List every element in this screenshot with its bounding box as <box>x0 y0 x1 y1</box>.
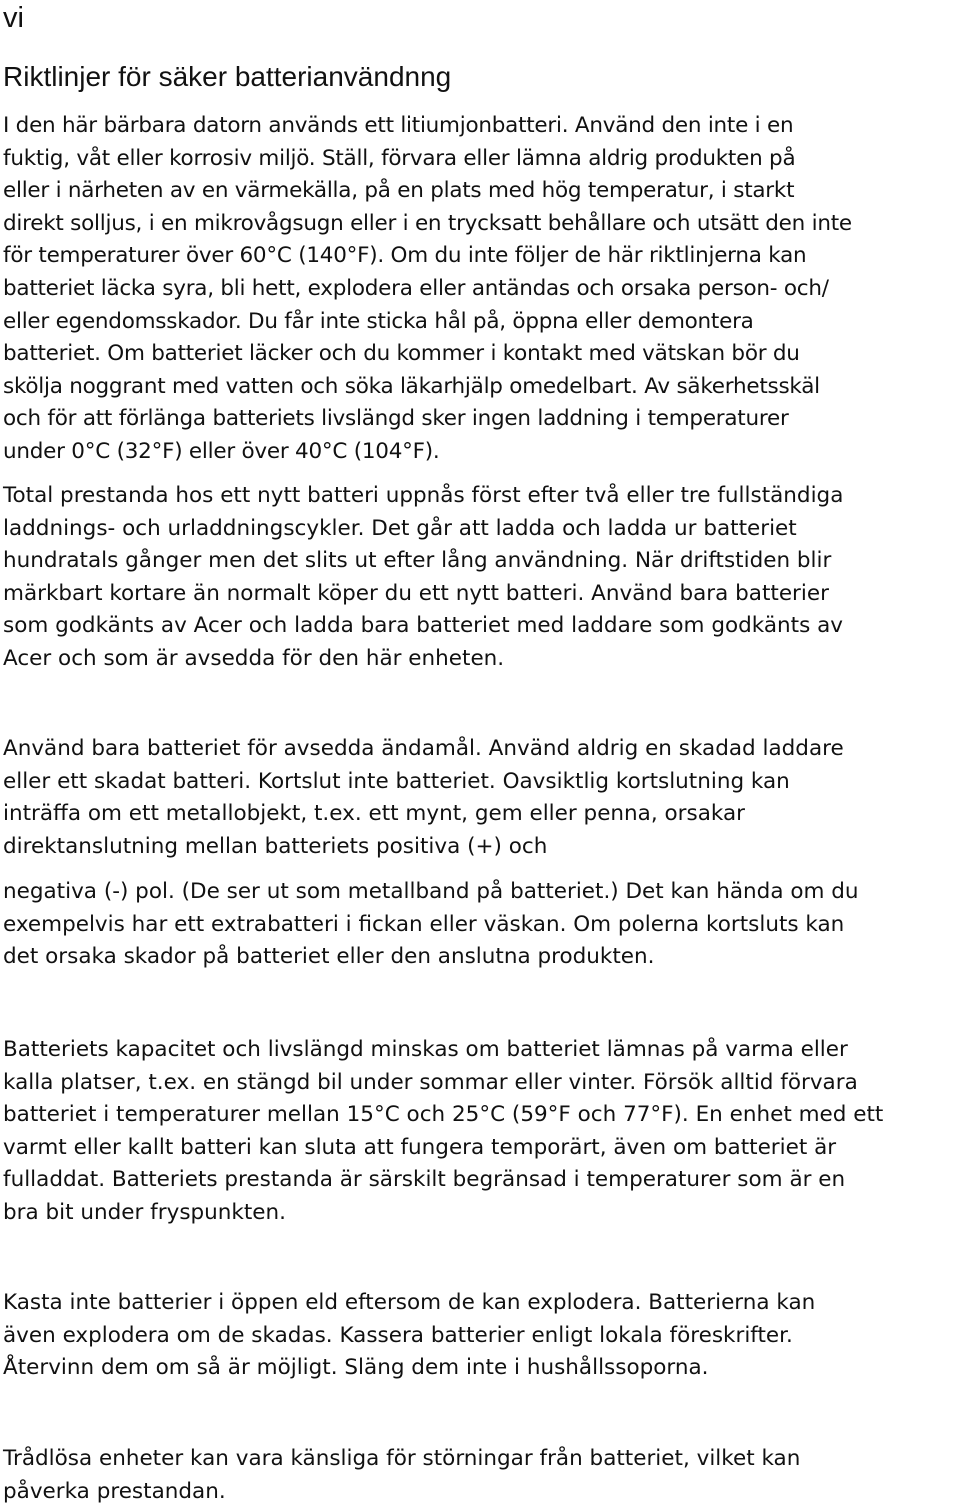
paragraph-line: laddnings- och urladdningscykler. Det går att ladda och ladda ur batteriet <box>3 515 797 541</box>
paragraph-line: Använd bara batteriet för avsedda ändamål. Använd aldrig en skadad laddare <box>3 736 844 761</box>
paragraph-line: eller egendomsskador. Du får inte sticka hål på, öppna eller demontera <box>3 308 754 334</box>
paragraph-line: även explodera om de skadas. Kassera batterier enligt lokala föreskrifter. <box>3 1322 793 1348</box>
paragraph-line: Batteriets kapacitet och livslängd minskas om batteriet lämnas på varma eller <box>3 1037 848 1062</box>
paragraph-line: märkbart kortare än normalt köper du ett nytt batteri. Använd bara batterier <box>3 580 829 606</box>
paragraph-line: varmt eller kallt batteri kan sluta att fungera temporärt, även om batteriet är <box>3 1134 837 1160</box>
paragraph-line: bra bit under fryspunkten. <box>3 1199 286 1225</box>
paragraph-line: för temperaturer över 60°C (140°F). Om du inte följer de här riktlinjerna kan <box>3 243 807 269</box>
paragraph-line: Total prestanda hos ett nytt batteri uppnås först efter två eller tre fullständiga <box>3 483 844 508</box>
paragraph-line: som godkänts av Acer och ladda bara batteriet med laddare som godkänts av <box>3 613 844 639</box>
paragraph-temperature <box>3 1034 883 1230</box>
paragraph-line: fulladdat. Batteriets prestanda är särskilt begränsad i temperaturer som är en <box>3 1167 846 1193</box>
paragraph-line: batteriet i temperaturer mellan 15°C och 25°C (59°F och 77°F). En enhet med ett <box>3 1102 884 1128</box>
paragraph-line: skölja noggrant med vatten och söka läkarhjälp omedelbart. Av säkerhetsskäl <box>3 373 820 399</box>
paragraph-line: direktanslutning mellan batteriets positiva (+) och <box>3 833 548 859</box>
paragraph-line: direkt solljus, i en mikrovågsugn eller i en trycksatt behållare och utsätt den inte <box>3 210 852 236</box>
paragraph-line: det orsaka skador på batteriet eller den anslutna produkten. <box>3 944 655 970</box>
paragraph-line: eller i närheten av en värmekälla, på en plats med hög temperatur, i starkt <box>3 178 795 204</box>
paragraph-line: batteriet läcka syra, bli hett, explodera eller antändas och orsaka person- och/ <box>3 275 829 301</box>
paragraph-line: I den här bärbara datorn används ett litiumjonbatteri. Använd den inte i en <box>3 113 794 138</box>
paragraph-line: och för att förlänga batteriets livslängd sker ingen laddning i temperaturer <box>3 406 789 432</box>
paragraph-line: Acer och som är avsedda för den här enheten. <box>3 645 505 671</box>
paragraph-line: inträffa om ett metallobjekt, t.ex. ett mynt, gem eller penna, orsakar <box>3 801 745 827</box>
paragraph-line: Kasta inte batterier i öppen eld eftersom de kan explodera. Batterierna kan <box>3 1290 816 1315</box>
paragraph-line: exempelvis har ett extrabatteri i fickan eller väskan. Om polerna kortsluts kan <box>3 911 845 937</box>
paragraph-line: batteriet. Om batteriet läcker och du kommer i kontakt med vätskan bör du <box>3 341 800 367</box>
page-number: vi <box>3 2 24 34</box>
paragraph-line: Trådlösa enheter kan vara känsliga för störningar från batteriet, vilket kan <box>3 1446 801 1471</box>
paragraph-battery-safety <box>3 110 852 469</box>
paragraph-battery-performance <box>3 480 843 676</box>
paragraph-line: Återvinn dem om så är möjligt. Släng dem inte i hushållssoporna. <box>3 1355 709 1381</box>
paragraph-line: under 0°C (32°F) eller över 40°C (104°F). <box>3 438 440 464</box>
paragraph-short-circuit <box>3 733 844 863</box>
paragraph-line: hundratals gånger men det slits ut efter lång användning. När driftstiden blir <box>3 548 832 574</box>
paragraph-line: negativa (-) pol. (De ser ut som metallband på batteriet.) Det kan hända om du <box>3 879 859 904</box>
paragraph-short-circuit-continued <box>3 876 859 974</box>
page-title: Riktlinjer för säker batterianvändnng <box>3 61 452 92</box>
paragraph-line: påverka prestandan. <box>3 1478 226 1504</box>
paragraph-disposal <box>3 1287 815 1385</box>
paragraph-line: kalla platser, t.ex. en stängd bil under sommar eller vinter. Försök alltid förvara <box>3 1069 858 1095</box>
paragraph-line: eller ett skadat batteri. Kortslut inte batteriet. Oavsiktlig kortslutning kan <box>3 768 790 794</box>
paragraph-wireless-interference <box>3 1443 800 1508</box>
paragraph-line: fuktig, våt eller korrosiv miljö. Ställ, förvara eller lämna aldrig produkten på <box>3 145 796 171</box>
